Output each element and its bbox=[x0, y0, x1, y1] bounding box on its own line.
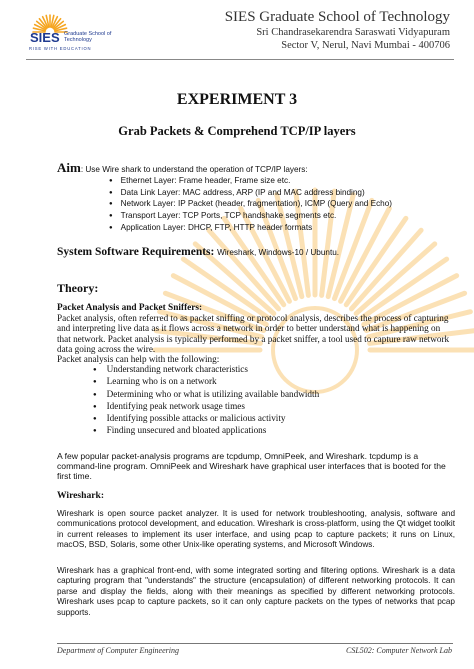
sies-logo bbox=[26, 10, 156, 54]
packet-help-item: ● Learning who is on a network bbox=[103, 376, 455, 388]
aim-text: : Use Wire shark to understand the operation of TCP/IP layers: bbox=[80, 165, 308, 174]
footer-divider bbox=[57, 643, 453, 644]
theory-heading: Theory: bbox=[57, 281, 99, 295]
footer-course: CSL502: Computer Network Lab bbox=[345, 646, 452, 655]
system-requirements-value: Wireshark, Windows-10 / Ubuntu. bbox=[217, 248, 340, 257]
popular-programs-paragraph: A few popular packet-analysis programs are tcpdump, OmniPeek, and Wireshark. tcpdump is a command-line program. OmniPeek and Wireshark have graphical user interfaces that is booted for the first time. bbox=[57, 451, 446, 482]
institute-address bbox=[225, 8, 450, 52]
packet-help-item: ● Understanding network characteristics bbox=[103, 364, 455, 376]
header-divider bbox=[26, 59, 454, 60]
aim-item: ● Data Link Layer: MAC address, ARP (IP and MAC address binding) bbox=[117, 188, 437, 200]
packet-analysis-heading: Packet Analysis and Packet Sniffers: bbox=[57, 303, 203, 313]
packet-help-item: ● Determining who or what is utilizing available bandwidth bbox=[103, 389, 455, 401]
aim-item: ● Ethernet Layer: Frame header, Frame size etc. bbox=[117, 176, 437, 188]
packet-analysis-section bbox=[57, 303, 455, 437]
footer-department: Department of Computer Engineering bbox=[57, 646, 179, 655]
aim-label: Aim bbox=[57, 160, 81, 175]
aim-item: ● Network Layer: IP Packet (header, fragmentation), ICMP (Query and Echo) bbox=[117, 199, 437, 211]
packet-help-intro: Packet analysis can help with the following: bbox=[57, 354, 220, 365]
logo-tagline: RISE WITH EDUCATION bbox=[29, 46, 92, 51]
aim-item: ● Transport Layer: TCP Ports, TCP handshake segments etc. bbox=[117, 211, 437, 223]
logo-subtitle: Graduate School of Technology bbox=[64, 31, 112, 43]
system-requirements-label: System Software Requirements: bbox=[57, 246, 215, 258]
institute-line-2: Sri Chandrasekarendra Saraswati Vidyapuram bbox=[256, 27, 450, 38]
institute-line-3: Sector V, Nerul, Navi Mumbai - 400706 bbox=[281, 40, 450, 51]
wireshark-heading: Wireshark: bbox=[57, 490, 105, 501]
experiment-title: Grab Packets & Comprehend TCP/IP layers bbox=[118, 124, 356, 138]
aim-list bbox=[57, 176, 437, 235]
packet-help-item: ● Finding unsecured and bloated applications bbox=[103, 425, 455, 437]
system-requirements bbox=[57, 246, 339, 258]
experiment-number: EXPERIMENT 3 bbox=[176, 91, 298, 108]
packet-help-item: ● Identifying possible attacks or malicious activity bbox=[103, 413, 455, 425]
packet-help-list bbox=[57, 364, 455, 437]
wireshark-paragraph-2: Wireshark has a graphical front-end, with some integrated sorting and filtering options. Wireshark is a data capturing program that "understands" the structure (encapsulation) of different networking protocols. It can parse and display the fields, along with their meanings as specified by different networking protocols. Wireshark uses pcap to capture packets, so it can only capture packets on the types of networks that pcap supports. bbox=[57, 566, 455, 617]
aim-item: ● Application Layer: DHCP, FTP, HTTP header formats bbox=[117, 223, 437, 235]
packet-help-item: ● Identifying peak network usage times bbox=[103, 401, 455, 413]
packet-analysis-paragraph: Packet analysis, often referred to as packet sniffing or protocol analysis, describes the process of capturing and interpreting live data as it flows across a network in order to better understand what is happening on that network. Packet analysis is typically performed by a packet sniffer, a tool used to capture raw network data going across the wire. bbox=[57, 313, 450, 354]
aim-section bbox=[57, 160, 437, 235]
page-header bbox=[26, 6, 454, 60]
logo-name: SIES bbox=[30, 30, 60, 45]
institute-name: SIES Graduate School of Technology bbox=[224, 9, 450, 25]
wireshark-paragraph-1: Wireshark is open source packet analyzer. It is used for network troubleshooting, analysis, software and communications protocol development, and education. Wireshark is cross-platform, using the Qt widget toolkit in current releases to implement its user interface, and using pcap to capture packets; it runs on Linux, macOS, BSD, Solaris, some other Unix-like operating systems, and Microsoft Windows. bbox=[57, 509, 455, 550]
